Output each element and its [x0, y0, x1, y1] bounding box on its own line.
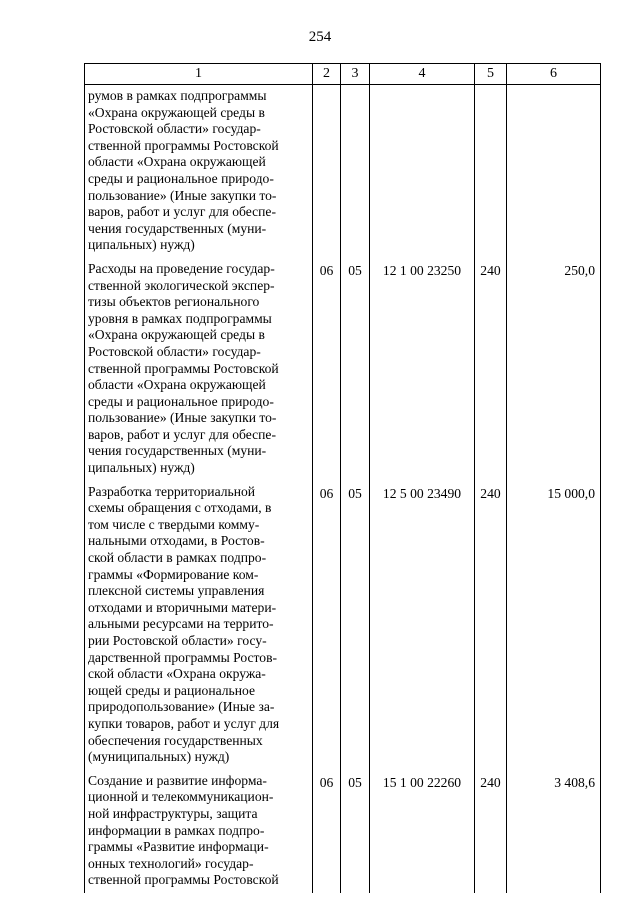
expense-type-code: 240 [475, 481, 507, 770]
description-line: рии Ростовской области» госу- [88, 633, 267, 648]
target-article-code [370, 85, 475, 258]
column-header-1: 1 [85, 64, 313, 85]
description-line: схемы обращения с отходами, в [88, 500, 272, 516]
expense-type-code [475, 85, 507, 258]
row-description [85, 85, 313, 258]
description-line: альными ресурсами на террито- [88, 616, 274, 632]
description-line: тизы объектов регионального [88, 294, 260, 310]
expense-type-code: 240 [475, 258, 507, 481]
description-line: плексной системы управления [88, 583, 265, 599]
description-line: ципальных) нужд) [88, 237, 195, 253]
section-code [313, 85, 341, 258]
table-row [85, 770, 601, 893]
description-line: информации в рамках подпро- [88, 822, 265, 838]
description-line: граммы «Формирование ком- [88, 566, 259, 582]
description-line: области «Охрана окружающей [88, 154, 266, 170]
amount-value: 3 408,6 [507, 770, 601, 893]
column-header-4: 4 [370, 64, 475, 85]
description-line: ственной экологической экспер- [88, 277, 275, 293]
description-line: ственной программы Ростовской [88, 872, 279, 888]
description-line: ной инфраструктуры, защита [88, 805, 258, 821]
column-header-2: 2 [313, 64, 341, 85]
description-line: «Охрана окружающей среды в [88, 104, 265, 120]
description-line: пользование» (Иные закупки то- [88, 410, 277, 426]
description-line: Разработка территориальной [88, 483, 256, 499]
description-line: ющей среды и рациональное [88, 682, 255, 698]
description-line: ской области в рамках подпро- [88, 550, 267, 566]
column-header-3: 3 [341, 64, 370, 85]
column-number-row [85, 64, 601, 85]
column-header-5: 5 [475, 64, 507, 85]
description-line: румов в рамках подпрограммы [88, 88, 267, 103]
description-line: Создание и развитие информа- [88, 772, 267, 788]
row-description [85, 258, 313, 481]
expense-type-code: 240 [475, 770, 507, 893]
description-line: ционной и телекоммуникацион- [88, 789, 274, 805]
subsection-code [341, 85, 370, 258]
description-line: чения государственных (муни- [88, 220, 267, 236]
description-line: Ростовской области» государ- [88, 121, 261, 137]
description-line: купки товаров, работ и услуг для [88, 715, 280, 731]
subsection-code: 05 [341, 258, 370, 481]
description-line: дарственной программы Ростов- [88, 649, 278, 665]
row-description [85, 770, 313, 893]
table-row [85, 481, 601, 770]
description-line: Расходы на проведение государ- [88, 260, 275, 276]
target-article-code: 15 1 00 22260 [370, 770, 475, 893]
subsection-code: 05 [341, 481, 370, 770]
description-line: онных технологий» государ- [88, 855, 254, 871]
description-line: том числе с твердыми комму- [88, 516, 260, 532]
description-line: ской области «Охрана окружа- [88, 666, 266, 682]
description-line: граммы «Развитие информаци- [88, 839, 269, 855]
description-line: природопользование» (Иные за- [88, 699, 275, 715]
description-line: чения государственных (муни- [88, 443, 267, 459]
description-line: среды и рациональное природо- [88, 170, 274, 186]
target-article-code: 12 5 00 23490 [370, 481, 475, 770]
page-number: 254 [308, 29, 332, 45]
description-line: (муниципальных) нужд) [88, 749, 230, 765]
amount-value: 250,0 [507, 258, 601, 481]
description-line: варов, работ и услуг для обеспе- [88, 426, 276, 442]
description-line: ципальных) нужд) [88, 460, 195, 476]
table-row [85, 85, 601, 258]
table-row [85, 258, 601, 481]
description-line: Ростовской области» государ- [88, 343, 261, 359]
description-line: области «Охрана окружающей [88, 377, 266, 393]
description-line: среды и рациональное природо- [88, 393, 274, 409]
description-line: уровня в рамках подпрограммы [88, 310, 272, 326]
description-line: отходами и вторичными матери- [88, 599, 277, 615]
amount-value [507, 85, 601, 258]
amount-value: 15 000,0 [507, 481, 601, 770]
description-line: нальными отходами, в Ростов- [88, 533, 265, 549]
target-article-code: 12 1 00 23250 [370, 258, 475, 481]
description-line: обеспечения государственных [88, 732, 263, 748]
subsection-code: 05 [341, 770, 370, 893]
description-line: варов, работ и услуг для обеспе- [88, 204, 276, 220]
column-header-6: 6 [507, 64, 601, 85]
description-line: ственной программы Ростовской [88, 360, 279, 376]
budget-table [84, 63, 601, 893]
description-line: пользование» (Иные закупки то- [88, 187, 277, 203]
description-line: «Охрана окружающей среды в [88, 327, 265, 343]
row-description [85, 481, 313, 770]
section-code: 06 [313, 770, 341, 893]
section-code: 06 [313, 481, 341, 770]
description-line: ственной программы Ростовской [88, 137, 279, 153]
section-code: 06 [313, 258, 341, 481]
